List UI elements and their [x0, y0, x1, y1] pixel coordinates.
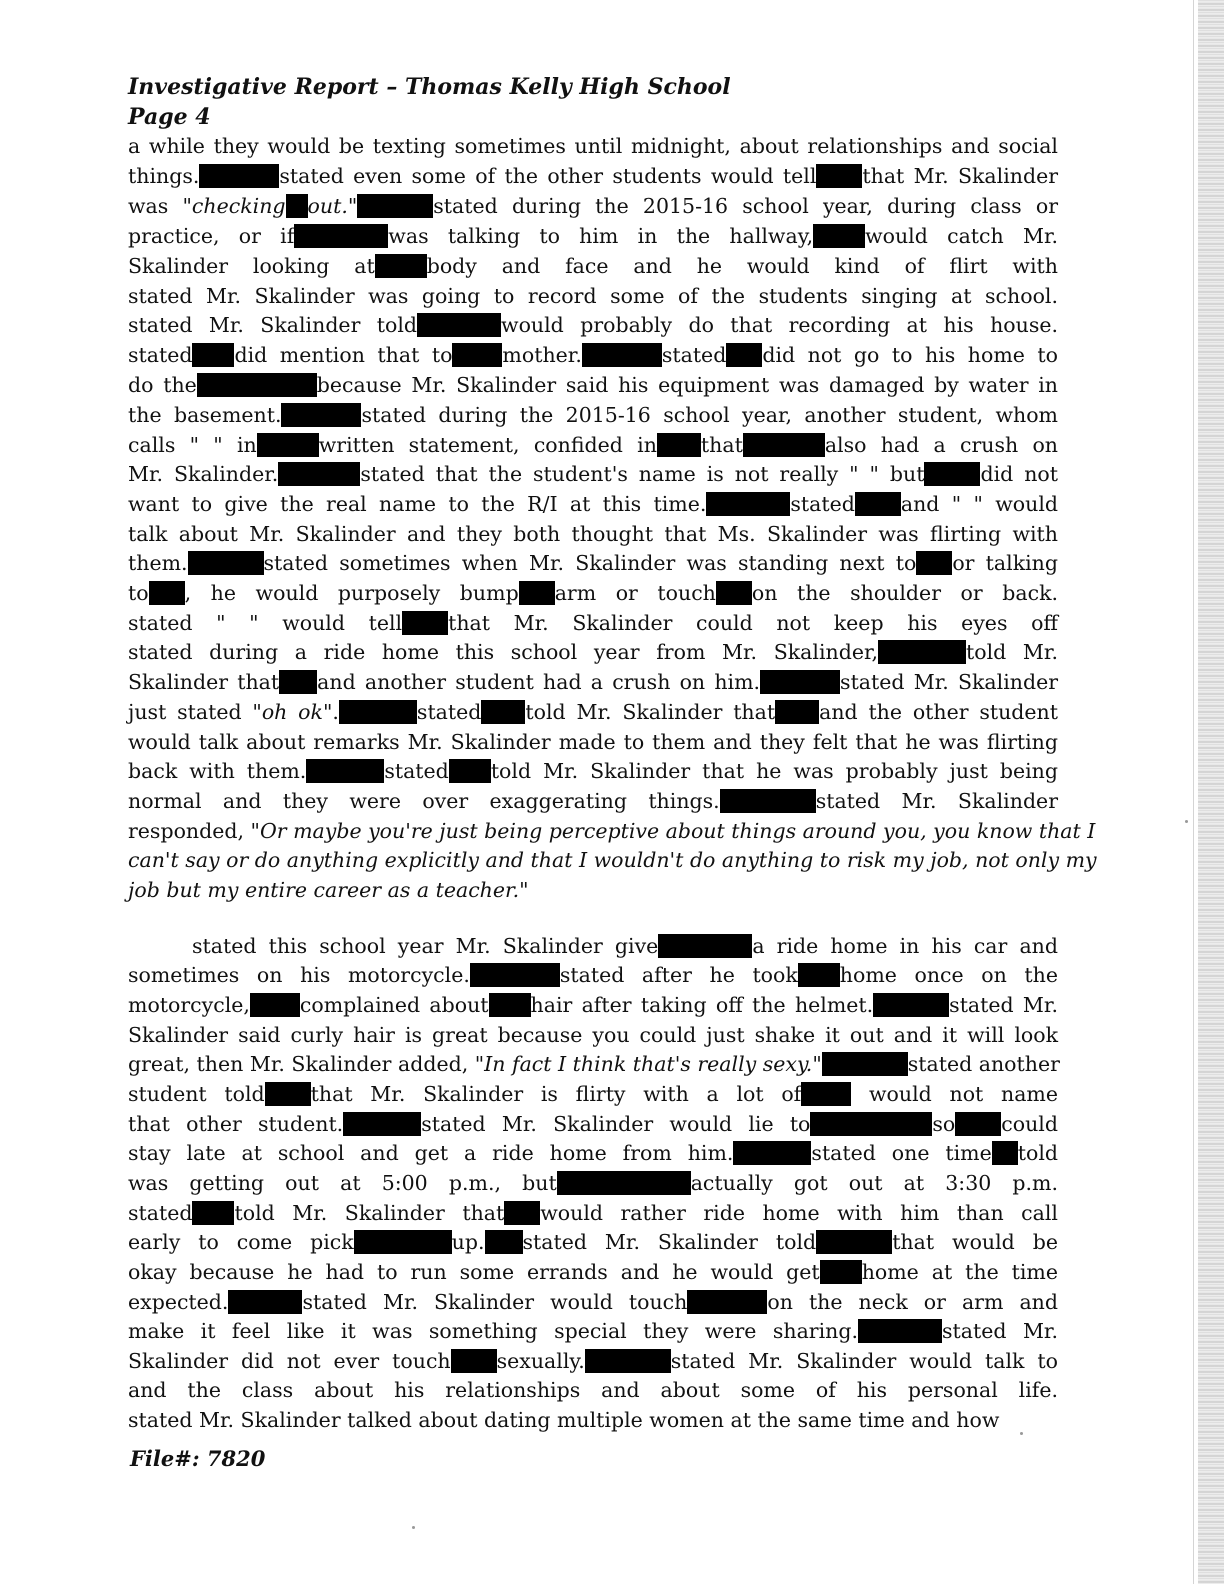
body-line: just stated "oh ok". stated told Mr. Skalinder that and the other student — [128, 700, 1058, 724]
redaction-box — [306, 759, 384, 783]
body-line: make it feel like it was something special they were sharing. stated Mr. — [128, 1319, 1059, 1343]
body-line: stay late at school and get a ride home from him. stated one time told — [128, 1141, 1058, 1165]
redaction-box — [343, 1112, 421, 1136]
redaction-box — [294, 224, 388, 248]
body-line: student told that Mr. Skalinder is flirty with a lot of would not name — [128, 1082, 1059, 1106]
scan-speck — [1185, 820, 1188, 823]
redaction-box — [873, 993, 949, 1017]
body-line: would talk about remarks Mr. Skalinder made to them and they felt that he was flirting — [128, 730, 1058, 754]
redaction-box — [855, 492, 901, 516]
redaction-box — [924, 462, 980, 486]
report-header — [128, 72, 731, 132]
body-line: stated Mr. Skalinder was going to record some of the students singing at school. — [128, 284, 1058, 308]
body-line: stated Mr. Skalinder told would probably do that recording at his house. — [128, 313, 1058, 337]
quoted-text: "checking — [182, 194, 286, 218]
body-line: was getting out at 5:00 p.m., but actually got out at 3:30 p.m. — [128, 1171, 1059, 1195]
redaction-box — [955, 1112, 1001, 1136]
redaction-box — [281, 403, 361, 427]
redaction-box — [228, 1290, 302, 1314]
redaction-box — [278, 462, 360, 486]
redaction-box — [743, 433, 825, 457]
redaction-box — [192, 1201, 234, 1225]
redaction-box — [557, 1171, 691, 1195]
redaction-box — [801, 1082, 851, 1106]
file-number: File#: 7820 — [130, 1446, 266, 1471]
redaction-box — [357, 194, 433, 218]
redaction-box — [265, 1082, 311, 1106]
redaction-box — [820, 1260, 862, 1284]
redaction-box — [449, 759, 491, 783]
body-line: Skalinder said curly hair is great because you could just shake it out and it will look — [128, 1023, 1058, 1047]
scan-edge — [1198, 0, 1224, 1584]
redaction-box — [192, 343, 234, 367]
redaction-box — [519, 581, 555, 605]
redaction-box — [582, 343, 662, 367]
quoted-text: job but my entire career as a teacher." — [128, 878, 529, 902]
redaction-box — [188, 551, 264, 575]
body-line: stated this school year Mr. Skalinder give a ride home in his car and — [192, 934, 1058, 958]
quoted-text: "oh ok" — [252, 700, 333, 724]
redaction-box — [878, 640, 966, 664]
redaction-box — [687, 1290, 767, 1314]
redaction-box — [199, 164, 279, 188]
quoted-text: "Or maybe you're just being perceptive about things around you, you know that I — [250, 819, 1096, 843]
redaction-box — [257, 433, 319, 457]
redaction-box — [822, 1052, 908, 1076]
redaction-box — [733, 1141, 811, 1165]
redaction-box — [485, 1230, 523, 1254]
body-line: talk about Mr. Skalinder and they both thought that Ms. Skalinder was flirting with — [128, 522, 1058, 546]
redaction-box — [402, 611, 448, 635]
scan-speck — [412, 1526, 415, 1529]
body-line: and the class about his relationships and about some of his personal life. — [128, 1378, 1058, 1402]
body-line: back with them. stated told Mr. Skalinder that he was probably just being — [128, 759, 1059, 783]
body-line: practice, or if was talking to him in the hallway, would catch Mr. — [128, 224, 1059, 248]
body-line: Mr. Skalinder. stated that the student's name is not really " " but did not — [128, 462, 1058, 486]
scan-speck — [1020, 1432, 1023, 1435]
body-line: things. stated even some of the other students would tell that Mr. Skalinder — [128, 164, 1059, 188]
redaction-box — [489, 993, 531, 1017]
redaction-box — [916, 551, 952, 575]
redaction-box — [858, 1319, 942, 1343]
redaction-box — [816, 164, 862, 188]
body-line: motorcycle, complained about hair after taking off the helmet. stated Mr. — [128, 993, 1058, 1017]
redaction-box — [417, 313, 501, 337]
redaction-box — [720, 789, 816, 813]
redaction-box — [197, 373, 317, 397]
body-line: want to give the real name to the R/I at this time. stated and " " would — [128, 492, 1058, 516]
body-line: early to come pick up. stated Mr. Skalinder told that would be — [128, 1230, 1058, 1254]
redaction-box — [250, 993, 300, 1017]
redaction-box — [452, 343, 502, 367]
redaction-box — [716, 581, 752, 605]
body-line: the basement. stated during the 2015-16 school year, another student, whom — [128, 403, 1058, 427]
body-line: stated did mention that to mother. stated did not go to his home to — [128, 343, 1058, 367]
redaction-box — [585, 1349, 671, 1373]
quoted-text: "In fact I think that's really sexy." — [474, 1052, 822, 1076]
body-line: Skalinder looking at body and face and he would kind of flirt with — [128, 254, 1058, 278]
redaction-box — [798, 963, 840, 987]
body-line — [128, 845, 1097, 875]
quoted-text: can't say or do anything explicitly and that I wouldn't do anything to risk my job, not only my — [128, 848, 1097, 872]
body-line: do the because Mr. Skalinder said his equipment was damaged by water in — [128, 373, 1058, 397]
body-line: calls " " in written statement, confided in that also had a crush on — [128, 433, 1058, 457]
body-line: was "checking out." stated during the 2015-16 school year, during class or — [128, 194, 1058, 218]
redaction-box — [339, 700, 417, 724]
body-line: stated during a ride home this school year from Mr. Skalinder, told Mr. — [128, 640, 1058, 664]
redaction-box — [810, 1112, 932, 1136]
redaction-box — [775, 700, 819, 724]
redaction-box — [481, 700, 525, 724]
body-line: okay because he had to run some errands and he would get home at the time — [128, 1260, 1058, 1284]
redaction-box — [813, 224, 865, 248]
body-line: stated told Mr. Skalinder that would rather ride home with him than call — [128, 1201, 1058, 1225]
body-line: sometimes on his motorcycle. stated after he took home once on the — [128, 963, 1058, 987]
body-line: expected. stated Mr. Skalinder would touch on the neck or arm and — [128, 1290, 1058, 1314]
redaction-box — [470, 963, 560, 987]
redaction-box — [451, 1349, 497, 1373]
body-line: normal and they were over exaggerating things. stated Mr. Skalinder — [128, 789, 1058, 813]
scan-edge-line — [1193, 0, 1194, 1584]
page-number: Page 4 — [128, 104, 211, 130]
redaction-box — [657, 433, 701, 457]
redaction-box — [504, 1201, 540, 1225]
redaction-box — [658, 934, 752, 958]
redaction-box — [354, 1230, 452, 1254]
body-line: Skalinder did not ever touch sexually. stated Mr. Skalinder would talk to — [128, 1349, 1058, 1373]
redaction-box — [992, 1141, 1018, 1165]
report-title: Investigative Report – Thomas Kelly High School — [128, 74, 731, 100]
redaction-box — [375, 254, 427, 278]
body-line: that other student. stated Mr. Skalinder would lie to so could — [128, 1112, 1058, 1136]
body-line: stated " " would tell that Mr. Skalinder could not keep his eyes off — [128, 611, 1058, 635]
body-line: to , he would purposely bump arm or touch on the shoulder or back. — [128, 581, 1059, 605]
quoted-text: out." — [307, 194, 358, 218]
body-line: them. stated sometimes when Mr. Skalinder was standing next to or talking — [128, 551, 1058, 575]
body-line: responded, "Or maybe you're just being perceptive about things around you, you know that I — [128, 819, 1096, 843]
redaction-box — [286, 194, 308, 218]
redaction-box — [816, 1230, 892, 1254]
redaction-box — [726, 343, 762, 367]
redaction-box — [706, 492, 790, 516]
body-line: stated Mr. Skalinder talked about dating multiple women at the same time and how — [128, 1408, 1000, 1432]
body-line: great, then Mr. Skalinder added, "In fact I think that's really sexy." stated another — [128, 1052, 1060, 1076]
body-line: Skalinder that and another student had a crush on him. stated Mr. Skalinder — [128, 670, 1059, 694]
redaction-box — [279, 670, 317, 694]
redaction-box — [760, 670, 840, 694]
body-line — [128, 875, 1058, 905]
body-line: a while they would be texting sometimes until midnight, about relationships and social — [128, 134, 1058, 158]
redaction-box — [149, 581, 185, 605]
